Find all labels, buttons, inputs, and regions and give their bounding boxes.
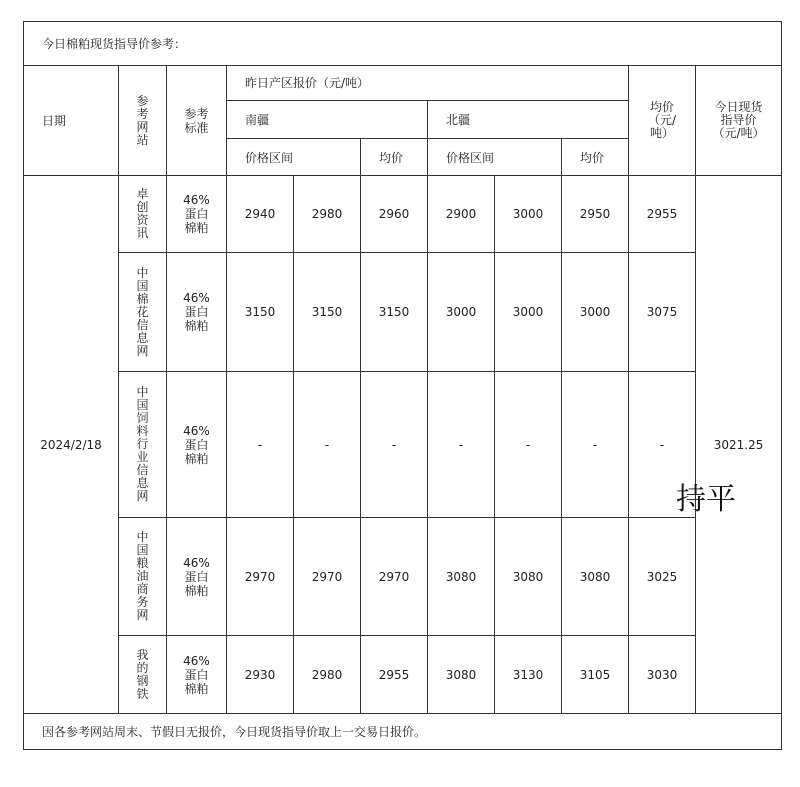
north-high-cell: 3000 xyxy=(495,176,562,253)
site-cell: 中国饲料行业信息网 xyxy=(119,372,167,518)
south-avg-cell: 3150 xyxy=(361,253,428,372)
header-north-avg: 均价 xyxy=(562,139,629,176)
south-low-cell: 2940 xyxy=(227,176,294,253)
standard-cell: 46%蛋白棉粕 xyxy=(167,636,227,714)
north-avg-cell: 2950 xyxy=(562,176,629,253)
north-avg-cell: 3080 xyxy=(562,518,629,636)
avg-cell: - xyxy=(629,372,696,518)
south-high-cell: 3150 xyxy=(294,253,361,372)
south-high-cell: 2980 xyxy=(294,636,361,714)
avg-cell: 3025 xyxy=(629,518,696,636)
site-cell: 中国粮油商务网 xyxy=(119,518,167,636)
header-south: 南疆 xyxy=(227,101,428,139)
standard-cell: 46%蛋白棉粕 xyxy=(167,372,227,518)
header-north: 北疆 xyxy=(428,101,629,139)
trend-label: 持平 xyxy=(676,482,736,517)
north-high-cell: - xyxy=(495,372,562,518)
avg-cell: 2955 xyxy=(629,176,696,253)
header-site: 参考网站 xyxy=(119,66,167,176)
north-avg-cell: 3000 xyxy=(562,253,629,372)
header-standard: 参考标准 xyxy=(167,66,227,176)
table-row xyxy=(24,372,782,518)
header-date: 日期 xyxy=(24,66,119,176)
date-cell: 2024/2/18 xyxy=(24,176,119,714)
north-high-cell: 3130 xyxy=(495,636,562,714)
header-south-range: 价格区间 xyxy=(227,139,361,176)
header-south-avg: 均价 xyxy=(361,139,428,176)
standard-cell: 46%蛋白棉粕 xyxy=(167,518,227,636)
south-high-cell: 2980 xyxy=(294,176,361,253)
north-low-cell: 3000 xyxy=(428,253,495,372)
table-row xyxy=(24,636,782,714)
site-cell: 卓创资讯 xyxy=(119,176,167,253)
avg-cell: 3075 xyxy=(629,253,696,372)
header-yesterday-quote: 昨日产区报价（元/吨） xyxy=(227,66,629,101)
south-low-cell: - xyxy=(227,372,294,518)
north-high-cell: 3080 xyxy=(495,518,562,636)
north-low-cell: - xyxy=(428,372,495,518)
south-avg-cell: 2970 xyxy=(361,518,428,636)
north-low-cell: 3080 xyxy=(428,518,495,636)
site-cell: 中国棉花信息网 xyxy=(119,253,167,372)
south-avg-cell: 2955 xyxy=(361,636,428,714)
south-high-cell: 2970 xyxy=(294,518,361,636)
south-low-cell: 3150 xyxy=(227,253,294,372)
guide-price-cell: 3021.25 xyxy=(696,176,782,714)
header-guide-price: 今日现货指导价（元/吨） xyxy=(696,66,782,176)
table-row xyxy=(24,253,782,372)
table-title: 今日棉粕现货指导价参考： xyxy=(24,22,782,66)
standard-cell: 46%蛋白棉粕 xyxy=(167,176,227,253)
north-low-cell: 3080 xyxy=(428,636,495,714)
south-low-cell: 2970 xyxy=(227,518,294,636)
standard-cell: 46%蛋白棉粕 xyxy=(167,253,227,372)
site-cell: 我的钢铁 xyxy=(119,636,167,714)
south-high-cell: - xyxy=(294,372,361,518)
avg-cell: 3030 xyxy=(629,636,696,714)
north-avg-cell: 3105 xyxy=(562,636,629,714)
south-avg-cell: - xyxy=(361,372,428,518)
header-north-range: 价格区间 xyxy=(428,139,562,176)
north-avg-cell: - xyxy=(562,372,629,518)
table-row xyxy=(24,176,782,253)
south-low-cell: 2930 xyxy=(227,636,294,714)
north-high-cell: 3000 xyxy=(495,253,562,372)
header-overall-avg: 均价（元/吨） xyxy=(629,66,696,176)
north-low-cell: 2900 xyxy=(428,176,495,253)
table-row xyxy=(24,518,782,636)
price-table xyxy=(23,21,782,750)
footnote: 因各参考网站周末、节假日无报价，今日现货指导价取上一交易日报价。 xyxy=(24,714,782,750)
south-avg-cell: 2960 xyxy=(361,176,428,253)
